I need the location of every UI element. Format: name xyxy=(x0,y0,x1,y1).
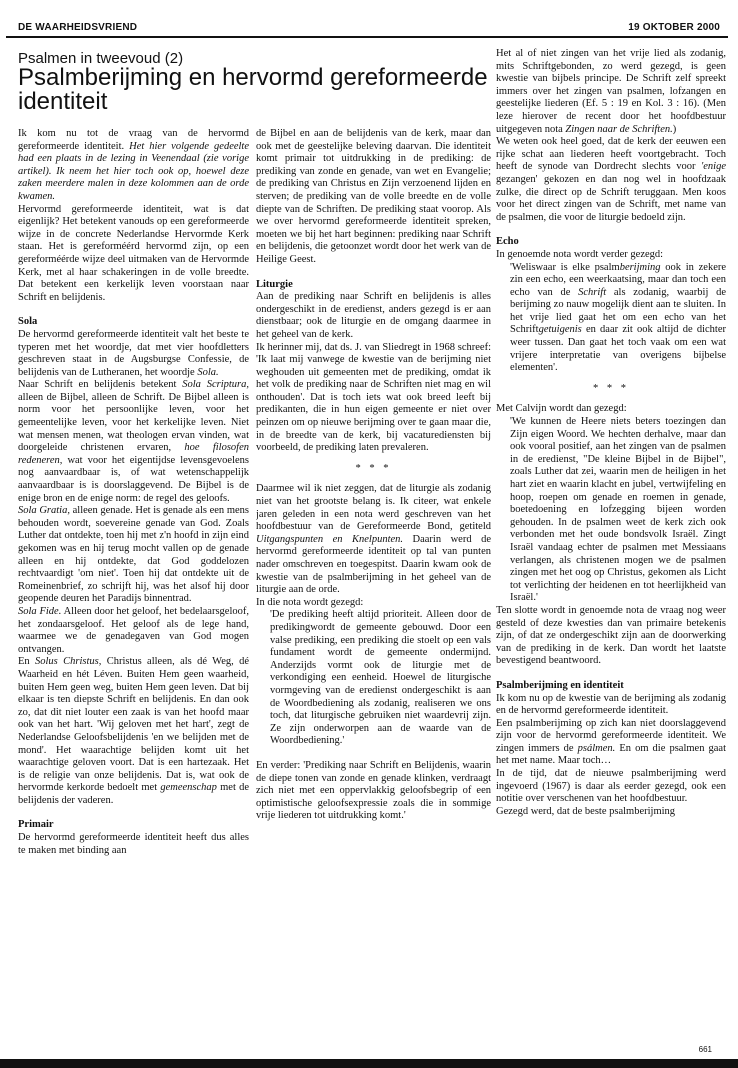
article-title: Psalmberijming en hervormd gereformeerde identiteit xyxy=(18,64,488,115)
quote: 'De prediking heeft altijd prioriteit. Alleen door de predikingwordt de gemeente gebouwd. Door een valse prediking, een prediking die stoelt op een vals fundament wordt de gemeente ondermijnd. Anderzijds vormt ook de liturgie met de verkondiging een eenheid. Hoewel de liturgische vormgeving van de eredienst ondergeschikt is aan de Woordbediening als zodanig, realiseren we ons toch, dat liturgische gebruiken niet waardevrij zijn. Ze zijn onderworpen aan de waarde van de Woordbediening.' xyxy=(270,609,491,747)
paragraph: Gezegd werd, dat de beste psalmberijming xyxy=(496,805,676,817)
paragraph: Een psalmberijming op zich kan niet doorslaggevend zijn voor de hervormd gereformeerde identiteit. We zingen immers de psálmen. En om die psalmen gaat het met name. Maar toch… xyxy=(496,717,726,767)
quote: 'We kunnen de Heere niets beters toezingen dan Zijn eigen Woord. We hechten derhalve, maar dan ook vooral positief, aan het zingen van de psalmen in de eredienst, "De kleine Bijbel in de Bijbel", zoals Luther dat zei, waarin men de heiligen in het hart ziet en waarin klacht en jubel, vertwijfeling en hoop, roepen om genade en roemen in genade, boetedoening en lofzegging bijeen worden gehouden. In de psalmen weet de kerk zich ook verbonden met het oude bondsvolk Israël. Zingt Israël vandaag echter de psalmen met Messiaans verlangen, als christenen mogen we de psalmen zingen met het oog op Christus, gekomen als Licht tot verlichting der heidenen en tot heerlijkheid van Israël.' xyxy=(510,416,726,604)
paragraph: Met Calvijn wordt dan gezegd: xyxy=(496,403,627,415)
bottom-rule xyxy=(0,1059,738,1068)
quote: 'Weliswaar is elke psalmberijming ook in zekere zin een echo, een weerkaatsing, maar dan toch een echo van de Schrift als zodanig, waarbij de berijming zo nauw mogelijk dient aan te sluiten. In het vrije lied gaat het om een echo van het Schriftgetuigenis en daar zit ook altijd de dichter weer tussen. Dan gaat het toch vaak om een wat vrijere interpretatie van overigens bijbelse elementen'. xyxy=(510,261,726,374)
column-3 xyxy=(496,48,726,1048)
paragraph: Ik herinner mij, dat ds. J. van Sliedregt in 1968 schreef: 'Ik laat mij vanwege de kwestie van de berijming niet weghouden uit gemeenten met de prediking, omdat ik het volk de prediking naar de Schriften niet mag en wil onthouden'. Dat is toch iets wat ook breed leeft bij predikanten, die in hun eigen gemeente er niet over peinzen om op nieuwe berijming over te gaan maar die, in de breedte van de kerk, bij vacaturediensten bij voorbeeld, de prediking laten prevaleren. xyxy=(256,341,491,454)
column-1 xyxy=(18,128,249,1058)
publication-name: DE WAARHEIDSVRIEND xyxy=(18,22,138,33)
paragraph: Ik kom nu tot de vraag van de hervormd gereformeerde identiteit. Het hier volgende gedeelte had een plaats in de lezing in Veenendaal (zie vorige artikel). Ik neem het hier toch ook op, hoewel deze zaken meerdere malen in deze kolommen aan de orde kwamen. xyxy=(18,128,249,202)
paragraph: Sola Gratia, alleen genade. Het is genade als een mens behouden wordt, soevereine genade van God. Zoals Luther dat ontdekte, toen hij met z'n hoofd in zijn eind gekomen was en hij terug mocht vallen op de genade alleen en hij ontdekte, dat God goddelozen rechtvaardigt 'om niet'. Toen hij dat ontdekte uit de Romeinenbrief, zo schrijft hij, was het alsof hij door geopende deuren het Paradijs binnentrad. xyxy=(18,505,249,605)
paragraph: Sola Fide. Alleen door het geloof, het bedelaarsgeloof, het zondaarsgeloof. Het geloof als de lege hand, waarmee we de genadegaven van God mogen ontvangen. xyxy=(18,605,249,655)
paragraph: Ten slotte wordt in genoemde nota de vraag nog weer gesteld of deze kwesties dan van primaire betekenis zijn, of dat ze ondergeschikt zijn aan de doorwerking van de prediking in de kerk. Dan wordt het laatste bevestigend beantwoord. xyxy=(496,604,726,667)
section-heading-sola: Sola xyxy=(18,316,38,328)
paragraph: Hervormd gereformeerde identiteit, wat is dat eigenlijk? Het betekent vanouds op een gereformeerde wijze in de concrete Nederlandse Hervormde Kerk staan. Het is gereforméérd hervormd zijn, op een gereforméérde wijze deel uitmaken van de Hervormde Kerk, met al haar schakeringen in de volle breedte. Dat betekent een kerkelijk leven voorstaan naar Schrift en belijdenis. xyxy=(18,203,249,303)
section-heading-echo: Echo xyxy=(496,236,519,248)
section-heading-psalmberijming: Psalmberijming en identiteit xyxy=(496,679,624,691)
issue-date: 19 OKTOBER 2000 xyxy=(628,22,720,33)
paragraph: Het al of niet zingen van het vrije lied als zodanig, mits Schriftgebonden, zo werd gezegd, is geen kwestie van bijbels principe. De Schrift zelf spreekt immers over het zingen van psalmen, lofzangen en geestelijke liederen (Ef. 5 : 19 en Kol. 3 : 16). (Men leze hierover de recent door het hoofdbestuur uitgegeven nota Zingen naar de Schriften.) xyxy=(496,48,726,135)
page-number: 661 xyxy=(698,1045,712,1054)
paragraph: Ik kom nu op de kwestie van de berijming als zodanig en de hervormd gereformeerde identiteit. xyxy=(496,692,726,717)
paragraph: In de tijd, dat de nieuwe psalmberijming werd ingevoerd (1967) is daar als eerder gezegd, ook een notitie over verschenen van het hoofdbestuur. xyxy=(496,768,726,805)
paragraph: En verder: 'Prediking naar Schrift en Belijdenis, waarin de diepe tonen van zonde en genade klinken, verdraagt zich niet met een oppervlakkig geloofsbegrip of een optimistische geloofsexpressie zoals die in sommige vrije liederen tot uitdrukking komt.' xyxy=(256,759,491,822)
section-heading-primair: Primair xyxy=(18,819,54,831)
paragraph: De hervormd gereformeerde identiteit valt het beste te typeren met het woordje, dat met vier hoofdletters geschreven staat in de Augsburgse Confessie, de belijdenis van de Lutheranen, het woordje Sola. xyxy=(18,328,249,378)
paragraph: de Bijbel en aan de belijdenis van de kerk, maar dan ook met de geestelijke beleving daarvan. Die identiteit komt primair tot uitdrukking in de prediking: de prediking van zonde en genade, van wet en Evangelie; de prediking van Christus en Zijn verzoenend lijden en sterven; de prediking van de volle breedte en de volle diepte van de Schriften. De prediking staat voorop. Als we over hervormd gereformeerde identiteit spreken, moeten we bij het hart beginnen: prediking naar Schrift en belijdenis, die getoonzet wordt door het werk van de Heilige Geest. xyxy=(256,128,491,265)
paragraph: We weten ook heel goed, dat de kerk der eeuwen een rijke schat aan liederen heeft voortgebracht. Toch heeft de synode van Dordrecht slechts voor 'enige gezangen' gekozen en dan nog wel in hoofdzaak zulke, die direct op de Schrift teruggaan. Men koos voor het direct zingen van de Schrift, met name van de psalmen, die voor de liturgie bedoeld zijn. xyxy=(496,136,726,223)
paragraph: In genoemde nota wordt verder gezegd: xyxy=(496,248,664,260)
paragraph: Daarmee wil ik niet zeggen, dat de liturgie als zodanig niet van het grootste belang is. Ik citeer, wat enkele jaren geleden in een nota werd geschreven van het hoofdbestuur van de Gereformeerde Bond, getiteld Uitgangspunten en Knelpunten. Daarin werd de hervormd gereformeerde identiteit op tal van punten nader omschreven en toegespitst. Daarin kwam ook de kwestie van de psalmberijming in het geheel van de liturgie aan de orde. xyxy=(256,483,491,596)
paragraph: Aan de prediking naar Schrift en belijdenis is alles ondergeschikt in de eredienst, anders gezegd is er aan dienstbaar; ook de liturgie en de omgang daarmee in het geheel van de kerk. xyxy=(256,291,491,340)
paragraph: Naar Schrift en belijdenis betekent Sola Scriptura, alleen de Bijbel, alleen de Schrift. De Bijbel alleen is norm voor het persoonlijke leven, voor het gemeentelijke leven, voor het kerkelijke leven. Niet wat mensen menen, wat theologen ervan vinden, wat doorgeleide christenen ervaren, hoe filosofen redeneren, wat voor het eigentijdse levensgevoelens nog aanvaardbaar is, of wat wetenschappelijk aanvaardbaar is is doorslaggevend. De Bijbel is de enige bron en de enige norm: de regel des geloofs. xyxy=(18,379,249,504)
paragraph: In die nota wordt gezegd: xyxy=(256,596,364,608)
section-separator: * * * xyxy=(355,462,392,474)
paragraph: En Solus Christus, Christus alleen, als dé Weg, dé Waarheid en hét Léven. Buiten Hem geen waarheid, buiten Hem geen weg, buiten Hem geen leven. Dat bij elkaar is ten diepste Schrift en belijdenis. En dan ook zo, dat dit niet louter een zaak is van het hoofd maar ook van het hart. 'Wij geloven met het hart', zegt de Nederlandse Geloofsbelijdenis 'en we belijden met de mond'. Het waarachtige belijden komt uit het waarachtige geloven voort. Dat is een hartezaak. Het is de religie van onze belijdenis. Dat is, wat ook de hervormde kerkorde bedoelt met gemeenschap met de belijdenis der vaderen. xyxy=(18,656,249,806)
running-header xyxy=(6,22,728,38)
section-separator: * * * xyxy=(593,382,629,394)
paragraph: De hervormd gereformeerde identiteit heeft dus alles te maken met binding aan xyxy=(18,832,249,856)
article-kicker: Psalmen in tweevoud (2) xyxy=(18,50,184,67)
column-2 xyxy=(256,128,491,1048)
section-heading-liturgie: Liturgie xyxy=(256,278,293,290)
